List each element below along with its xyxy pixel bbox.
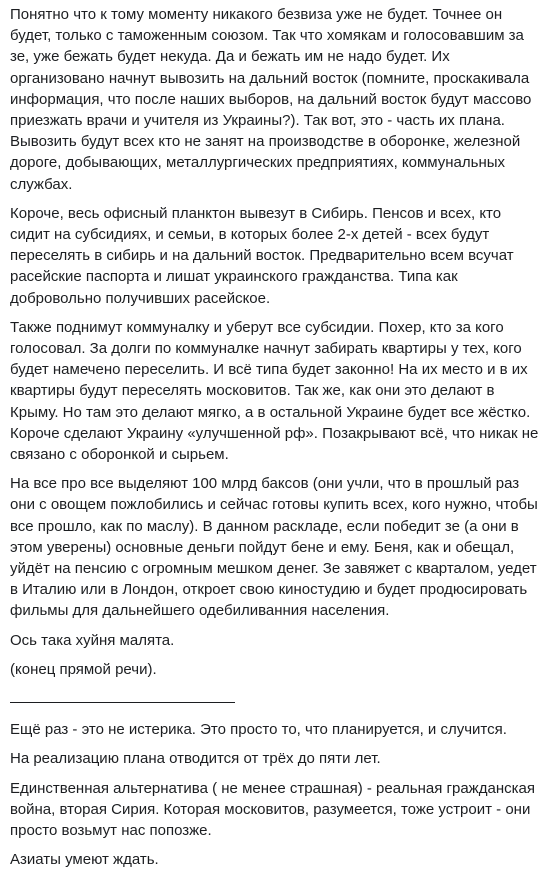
- paragraph: Также поднимут коммуналку и уберут все субсидии. Похер, кто за кого голосовал. За долги по коммуналке начнут забирать квартиры у тех, кого будет намечено переселить. И всё типа будет законно! На их место и в их квартиры будут переселять московитов. Так же, как они это делают в Крыму. Но там это делают мягко, а в остальной Украине будет все жёстко. Короче сделают Украину «улучшенной рф». Позакрывают всё, что никак не связано с оборонкой и сырьем.: [10, 318, 539, 464]
- divider: [10, 688, 540, 709]
- post-text: [10, 0, 540, 879]
- paragraph: Азиаты умеют ждать.: [10, 851, 159, 869]
- paragraph: (конец прямой речи).: [10, 660, 157, 678]
- paragraph: Понятно что к тому моменту никакого безвиза уже не будет. Точнее он будет, только с таможенным союзом. Так что хомякам и голосовавшим за зе, уже бежать будет некуда. Да и бежать им не надо будет. Их организовано начнут вывозить на дальний восток (помните, проскакивала информация, что после наших выборов, на дальний восток будут массово приезжать врачи и учителя из Украины?). Так вот, это - часть их плана. Вывозить будут всех кто не занят на производстве в оборонке, железной дороге, добывающих, металлургических предприятиях, коммунальных службах.: [10, 6, 532, 193]
- divider-line: [10, 702, 235, 703]
- paragraph: Ось така хуйня малята.: [10, 631, 175, 649]
- paragraph: Ещё раз - это не истерика. Это просто то, что планируется, и случится.: [10, 721, 507, 739]
- paragraph: На все про все выделяют 100 млрд баксов (они учли, что в прошлый раз они с овощем пожлобились и сейчас готовы купить всех, кого нужно, чтобы все прошло, как по маслу). В данном раскладе, если победит зе (а они в этом уверены) основные деньги пойдут бене и ему. Беня, как и обещал, уйдёт на пенсию с огромным мешком денег. Зе завяжет с кварталом, уедет в Италию или в Лондон, откроет свою киностудию и будет продюсировать фильмы для дальнейшего одебиливанния населения.: [10, 475, 538, 620]
- paragraph: Короче, весь офисный планктон вывезут в Сибирь. Пенсов и всех, кто сидит на субсидиях, и семьи, в которых более 2-х детей - всех будут переселять в сибирь и на дальний восток. Предварительно всем всучат расейские паспорта и лишат украинского гражданства. Типа как добровольно получивших расейское.: [10, 204, 514, 307]
- paragraph: На реализацию плана отводится от трёх до пяти лет.: [10, 750, 381, 768]
- paragraph: Единственная альтернатива ( не менее страшная) - реальная гражданская война, вторая Сирия. Которая московитов, разумеется, тоже устроит - они просто возьмут нас попозже.: [10, 779, 535, 840]
